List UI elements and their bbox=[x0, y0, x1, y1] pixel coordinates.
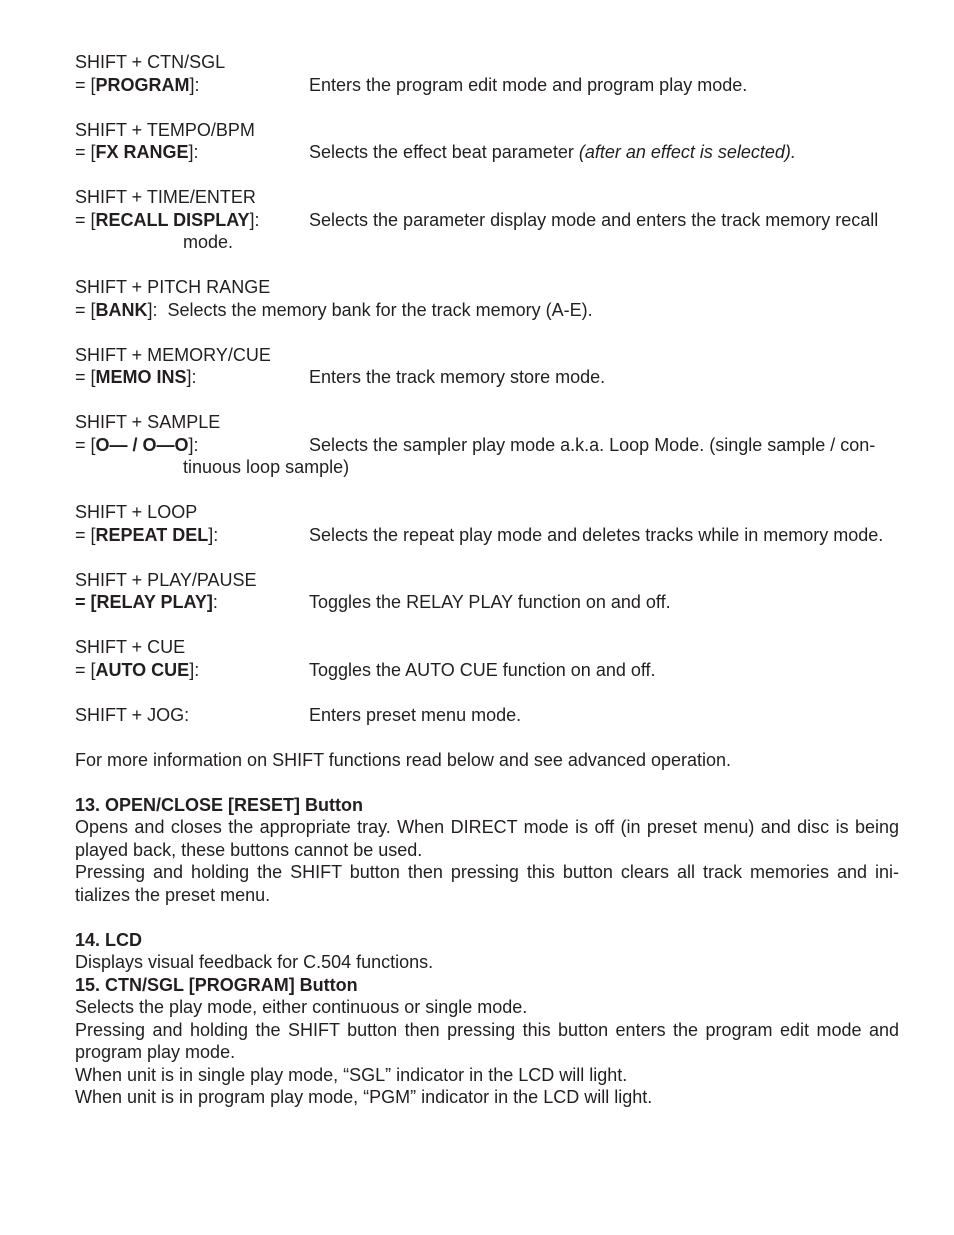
description: Selects the memory bank for the track memory (A-E). bbox=[167, 299, 593, 320]
combo: SHIFT + CUE bbox=[75, 637, 186, 657]
shift-entry-memo-ins bbox=[75, 344, 899, 389]
function-name: RELAY PLAY bbox=[96, 592, 207, 612]
bracket-close: ] bbox=[206, 592, 213, 612]
combo: SHIFT + JOG: bbox=[75, 704, 190, 725]
function-name: MEMO INS bbox=[95, 367, 187, 387]
bracket-close: ]: bbox=[188, 434, 199, 455]
shift-entry-recall-display bbox=[75, 186, 899, 254]
page-content bbox=[75, 51, 899, 1109]
shift-entry-auto-cue bbox=[75, 636, 899, 681]
function-name: BANK bbox=[95, 299, 148, 320]
description-continuation: tinuous loop sample) bbox=[183, 457, 350, 477]
function-name: REPEAT DEL bbox=[95, 524, 209, 545]
bracket-close: ]: bbox=[208, 524, 219, 545]
bracket-close: ]: bbox=[186, 367, 197, 387]
description: Selects the parameter display mode and enters the track memory recall bbox=[309, 209, 879, 230]
section-lcd bbox=[75, 929, 899, 974]
bracket-open: = [ bbox=[75, 592, 97, 612]
description: Selects the sampler play mode a.k.a. Loop Mode. (single sample / con- bbox=[309, 434, 876, 455]
bracket-close: ]: bbox=[189, 659, 200, 680]
shift-entry-sample bbox=[75, 411, 899, 479]
description: Enters preset menu mode. bbox=[309, 704, 522, 725]
combo: SHIFT + PLAY/PAUSE bbox=[75, 569, 257, 590]
description: Selects the effect beat parameter (after an effect is selected). bbox=[309, 142, 796, 162]
shift-entry-relay-play: SHIFT + PLAY/PAUSE = [RELAY PLAY]: Toggles the RELAY PLAY function on and off. bbox=[75, 569, 899, 614]
shift-info-note: For more information on SHIFT functions read below and see advanced operation. bbox=[75, 749, 732, 770]
section-paragraph: Pressing and holding the SHIFT button then pressing this button enters the program edit mode and program play mode. bbox=[75, 1019, 899, 1062]
section-heading: 13. OPEN/CLOSE [RESET] Button bbox=[75, 794, 364, 815]
description: Enters the program edit mode and program play mode. bbox=[309, 74, 748, 95]
shift-entry-program bbox=[75, 51, 899, 96]
combo: SHIFT + TEMPO/BPM bbox=[75, 119, 255, 140]
combo: SHIFT + MEMORY/CUE bbox=[75, 344, 271, 365]
section-paragraph: Opens and closes the appropriate tray. When DIRECT mode is off (in preset menu) and disc is being played back, these buttons cannot be used. bbox=[75, 817, 899, 860]
description: Selects the repeat play mode and deletes tracks while in memory mode. bbox=[309, 524, 884, 545]
combo: SHIFT + SAMPLE bbox=[75, 412, 221, 432]
bracket-close: ]: bbox=[249, 209, 260, 230]
section-paragraph: Displays visual feedback for C.504 functions. bbox=[75, 952, 434, 972]
shift-entry-bank bbox=[75, 276, 899, 321]
section-ctn-sgl bbox=[75, 974, 899, 1109]
bracket-close: ]: bbox=[147, 299, 158, 320]
combo: SHIFT + PITCH RANGE bbox=[75, 277, 271, 297]
function-name: AUTO CUE bbox=[95, 659, 190, 680]
description: Toggles the AUTO CUE function on and off. bbox=[309, 659, 656, 680]
section-paragraph: When unit is in single play mode, “SGL” indicator in the LCD will light. bbox=[75, 1064, 628, 1085]
function-name: RECALL DISPLAY bbox=[95, 209, 250, 230]
combo: SHIFT + LOOP bbox=[75, 502, 198, 522]
bracket-open: = [ bbox=[75, 524, 96, 545]
description-continuation: mode. bbox=[183, 232, 234, 252]
combo: SHIFT + CTN/SGL bbox=[75, 52, 226, 72]
function-name: O— / O—O bbox=[95, 434, 189, 455]
bracket-close: ]: bbox=[189, 74, 200, 95]
section-paragraph: When unit is in program play mode, “PGM” indicator in the LCD will light. bbox=[75, 1087, 653, 1107]
bracket-open: = [ bbox=[75, 74, 96, 95]
shift-entry-repeat-del bbox=[75, 501, 899, 546]
description: Toggles the RELAY PLAY function on and off. bbox=[309, 592, 671, 612]
function-name: FX RANGE bbox=[95, 142, 189, 162]
bracket-close: ]: bbox=[188, 142, 199, 162]
bracket-open: = [ bbox=[75, 209, 96, 230]
section-heading: 15. CTN/SGL [PROGRAM] Button bbox=[75, 974, 358, 995]
section-heading: 14. LCD bbox=[75, 929, 143, 950]
combo: SHIFT + TIME/ENTER bbox=[75, 187, 256, 207]
section-paragraph: Selects the play mode, either continuous or single mode. bbox=[75, 997, 528, 1017]
shift-entry-fx-range bbox=[75, 119, 899, 164]
bracket-open: = [ bbox=[75, 142, 96, 162]
bracket-open: = [ bbox=[75, 659, 96, 680]
section-paragraph: Pressing and holding the SHIFT button then pressing this button clears all track memories and ini-tializes the preset menu. bbox=[75, 862, 899, 905]
bracket-open: = [ bbox=[75, 299, 96, 320]
description: Enters the track memory store mode. bbox=[309, 367, 606, 387]
bracket-open: = [ bbox=[75, 367, 96, 387]
section-open-close bbox=[75, 794, 899, 907]
function-name: PROGRAM bbox=[95, 74, 190, 95]
description-italic: (after an effect is selected). bbox=[578, 142, 796, 162]
bracket-open: = [ bbox=[75, 434, 96, 455]
shift-entry-jog bbox=[75, 704, 899, 727]
